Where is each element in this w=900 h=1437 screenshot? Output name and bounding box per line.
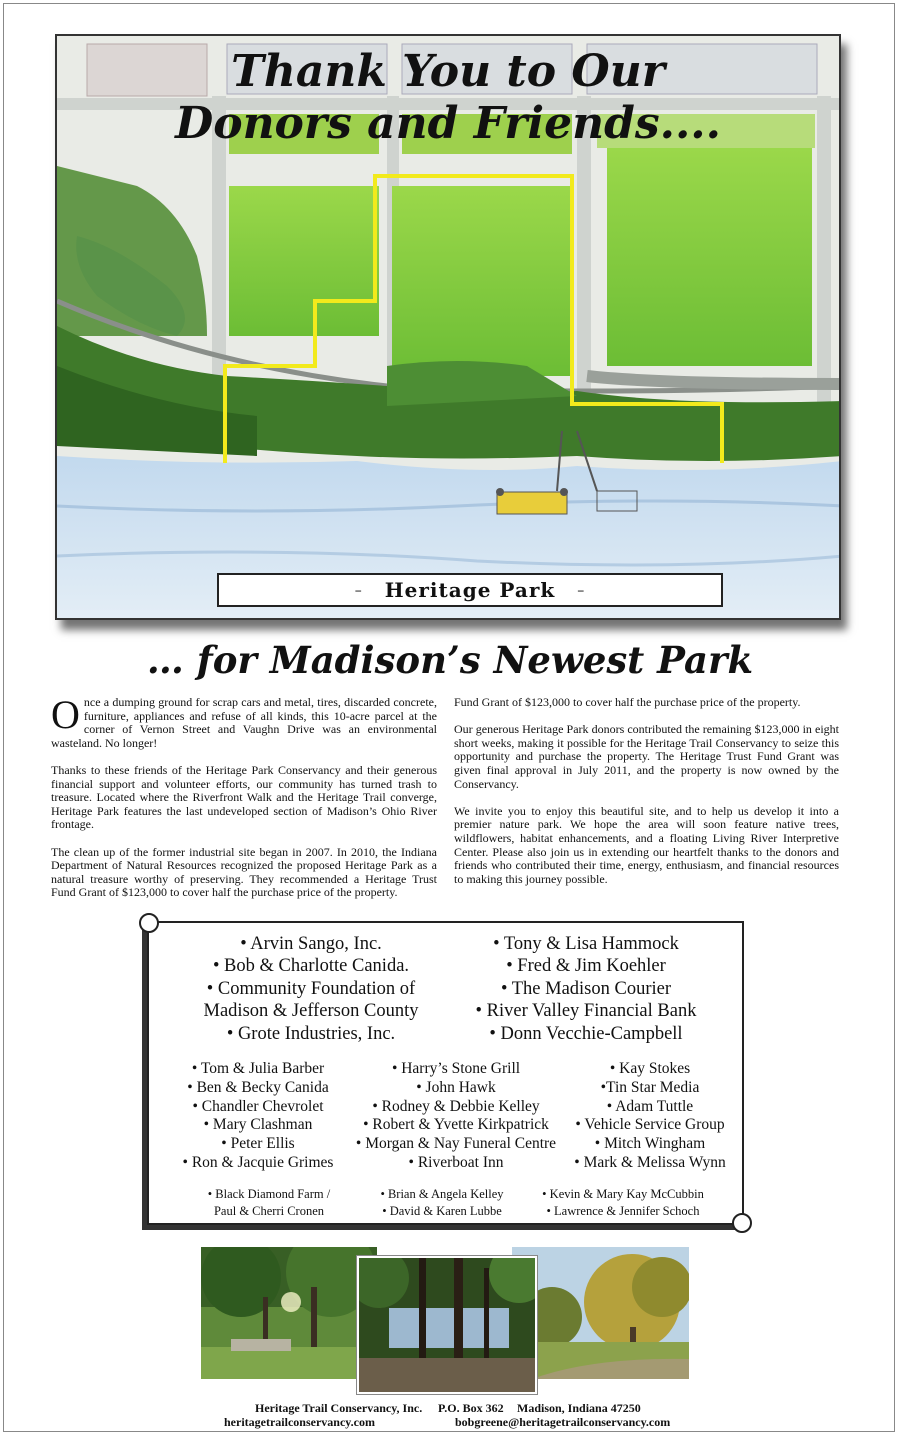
article-column-right [454, 696, 839, 900]
sign-label: Heritage Park [384, 578, 556, 602]
hero-title [57, 46, 839, 150]
donor-name: •Tin Star Media [600, 1078, 700, 1096]
hero-title-line-2: Donors and Friends.... [175, 98, 721, 149]
donor-name: • Arvin Sango, Inc. [240, 934, 382, 954]
park-photo-river-view [357, 1256, 537, 1394]
heritage-park-sign [217, 573, 723, 607]
article-paragraph-5: We invite you to enjoy this beautiful site, and to help us develop it into a premier nature park. We hope the area will soon feature native trees, wildflowers, habitat enhancements, and a floating Living River Interpretive Center. Please also join us in extending our heartfelt thanks to the donors and friends who contributed their time, energy, enthusiasm, and financial resources to making this journey possible. [454, 803, 839, 886]
donor-name: • David & Karen Lubbe [382, 1203, 502, 1218]
donor-name: • John Hawk [416, 1078, 496, 1096]
donor-name: • Adam Tuttle [606, 1097, 694, 1115]
footer-city: Madison, Indiana 47250 [517, 1401, 641, 1415]
article-paragraph-1-text: nce a dumping ground for scrap cars and metal, tires, discarded concrete, furniture, appliances and refuse of all kinds, this 10-acre parcel at the corner of Vernon Street and Vaughn Drive was an environmental wasteland. No longer! [51, 695, 437, 750]
donor-name: • Rodney & Debbie Kelley [372, 1097, 540, 1115]
donor-name: • River Valley Financial Bank [475, 1001, 697, 1022]
article-column-left [51, 692, 437, 913]
article-paragraph-4: Our generous Heritage Park donors contributed the remaining $123,000 in eight short weeks, making it possible for the Heritage Trail Conservancy to seize this opportunity and purchase the property. The Heritage Trust Fund Grant was given final approval in July 2011, and the property is now owned by the Conservancy. [454, 722, 839, 791]
subtitle: … for Madison’s Newest Park [146, 638, 754, 682]
donor-name: • Community Foundation of [206, 978, 416, 999]
donor-name: Paul & Cherri Cronen [213, 1203, 325, 1218]
tier2-column-1 [163, 1060, 353, 1173]
footer-email-link[interactable]: bobgreene@heritagetrailconservancy.com [455, 1415, 671, 1429]
donor-name: • Tony & Lisa Hammock [493, 934, 679, 954]
donor-name: • Mark & Melissa Wynn [574, 1153, 726, 1171]
footer-org-name: Heritage Trail Conservancy, Inc. [255, 1401, 423, 1415]
tier3-column-2 [361, 1186, 523, 1219]
donor-name: Madison & Jefferson County [203, 1001, 419, 1022]
article-paragraph-1 [51, 692, 437, 750]
donor-name: • Fred & Jim Koehler [506, 956, 666, 977]
donor-name: • Bob & Charlotte Canida. [212, 956, 410, 977]
donor-name: • Kay Stokes [609, 1060, 691, 1077]
photo-autumn-trees-drawing [512, 1247, 689, 1379]
donor-name: • Chandler Chevrolet [192, 1097, 324, 1115]
donor-name: • Ben & Becky Canida [187, 1078, 329, 1096]
donor-name: • Donn Vecchie-Campbell [489, 1023, 683, 1044]
donor-name: • Grote Industries, Inc. [226, 1023, 396, 1044]
sign-dash-left: – [354, 583, 363, 599]
donor-name: • Riverboat Inn [408, 1153, 504, 1171]
donor-name: • Mary Clashman [203, 1116, 313, 1134]
tier1-right-list [446, 933, 726, 1045]
donor-name: • Brian & Angela Kelley [380, 1187, 504, 1201]
footer-website-link[interactable]: heritagetrailconservancy.com [224, 1415, 375, 1429]
article-paragraph-3: The clean up of the former industrial site began in 2007. In 2010, the Indiana Department of Natural Resources recognized the proposed Heritage Park as a natural treasure worthy of preserving. They recommended a Heritage Trust Fund Grant of $123,000 to cover half the purchase price of the property. [51, 845, 437, 900]
hero-title-line-1: Thank You to Our [231, 46, 665, 97]
tier2-column-3 [559, 1060, 741, 1173]
heritage-park-map-illustration [55, 34, 841, 620]
donor-name: • Tom & Julia Barber [191, 1060, 325, 1077]
donor-name: • Peter Ellis [221, 1135, 295, 1153]
footer-po-box: P.O. Box 362 [438, 1401, 504, 1415]
donor-name: • Robert & Yvette Kirkpatrick [363, 1116, 549, 1134]
park-photo-autumn-trees [512, 1247, 689, 1379]
photo-river-view-drawing [359, 1258, 535, 1392]
tier2-column-2 [344, 1060, 568, 1173]
donor-name: • Mitch Wingham [594, 1135, 706, 1153]
donor-name: • Lawrence & Jennifer Schoch [546, 1203, 700, 1218]
donor-name: • Harry’s Stone Grill [391, 1060, 521, 1077]
donor-name: • Vehicle Service Group [575, 1116, 725, 1134]
tier3-column-1 [189, 1186, 349, 1219]
tier3-column-3 [533, 1186, 713, 1219]
drop-cap: O [51, 692, 80, 737]
donor-name: • Ron & Jacquie Grimes [182, 1153, 334, 1171]
park-photo-trees-sunlight [201, 1247, 377, 1379]
donor-name: • Black Diamond Farm / [207, 1187, 331, 1201]
donor-name: • Kevin & Mary Kay McCubbin [542, 1187, 704, 1201]
donor-list-panel [147, 921, 744, 1225]
donor-name: • The Madison Courier [500, 978, 672, 999]
sign-dash-right: – [577, 583, 586, 599]
article-paragraph-3-continued: Fund Grant of $123,000 to cover half the purchase price of the property. [454, 695, 801, 709]
donor-name: • Morgan & Nay Funeral Centre [355, 1135, 557, 1153]
tier1-left-list [171, 933, 451, 1045]
article-paragraph-2: Thanks to these friends of the Heritage Park Conservancy and their generous financial support and volunteer efforts, our community has turned trash to treasure. Located where the Riverfront Walk and the Heritage Trail converge, Heritage Park features the last undeveloped section of Madison’s Ohio River frontage. [51, 762, 437, 832]
photo-trees-sunlight-drawing [201, 1247, 377, 1379]
